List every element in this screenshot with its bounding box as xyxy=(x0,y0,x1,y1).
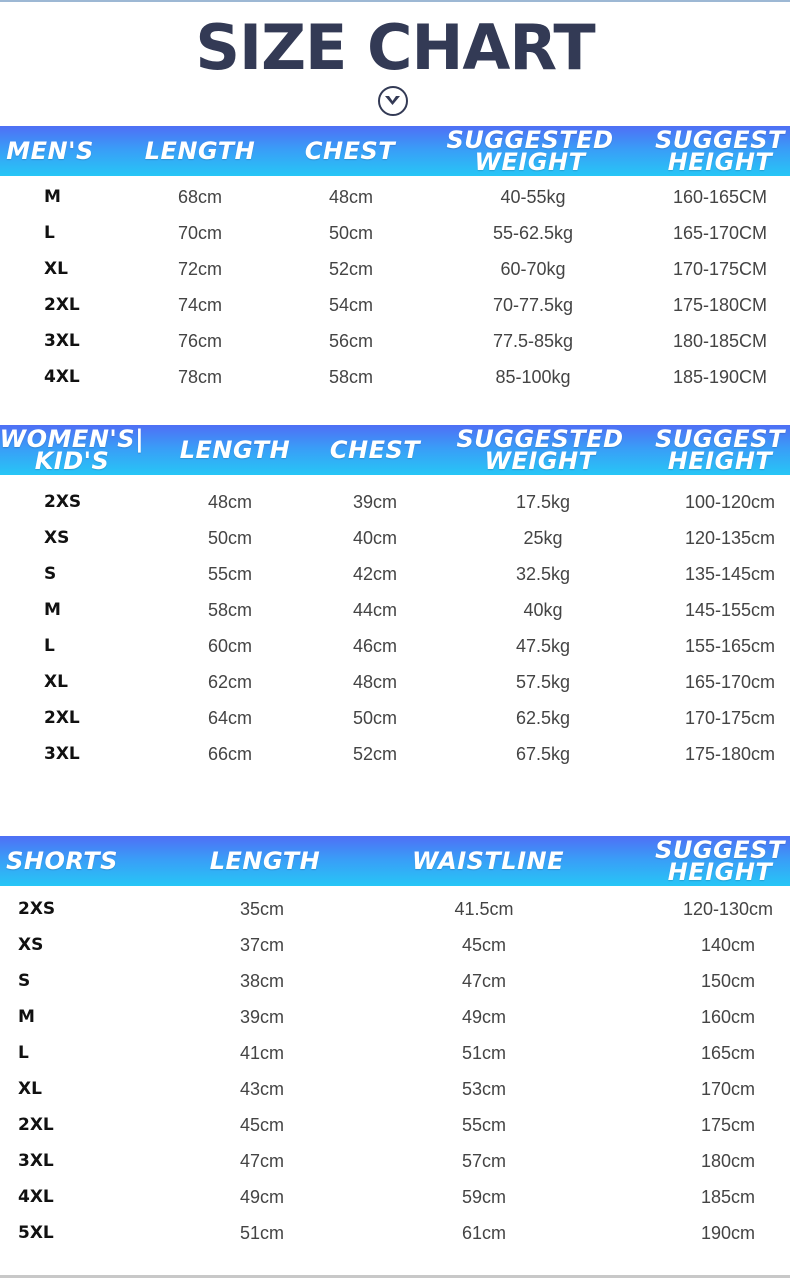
size-label: XL xyxy=(18,1079,42,1099)
table-cell: 53cm xyxy=(461,1079,506,1099)
table-cell: 190cm xyxy=(700,1223,756,1243)
size-label: L xyxy=(44,636,55,656)
table-cell: 17.5kg xyxy=(515,492,571,512)
table-row xyxy=(0,251,790,287)
table-cell: 55cm xyxy=(461,1115,506,1135)
table-cell: 54cm xyxy=(328,295,373,315)
size-label: XS xyxy=(44,528,70,548)
table-cell: 175-180cm xyxy=(684,744,776,764)
table-cell: 55cm xyxy=(207,564,252,584)
table-cell: 32.5kg xyxy=(515,564,571,584)
table-cell: 47cm xyxy=(239,1151,284,1171)
table-cell: 155-165cm xyxy=(684,636,776,656)
table-cell: 40kg xyxy=(523,600,563,620)
table-cell: 57cm xyxy=(461,1151,506,1171)
table-cell: 44cm xyxy=(352,600,397,620)
table-cell: 170cm xyxy=(700,1079,756,1099)
size-label: S xyxy=(18,971,31,991)
size-label: 5XL xyxy=(18,1223,54,1243)
womens-kids-header-4: SUGGEST HEIGHT xyxy=(655,425,785,475)
table-cell: 60-70kg xyxy=(500,259,566,279)
size-label: 3XL xyxy=(18,1151,54,1171)
table-cell: 41cm xyxy=(239,1043,284,1063)
size-label: XL xyxy=(44,672,68,692)
table-cell: 140cm xyxy=(700,935,756,955)
table-cell: 58cm xyxy=(207,600,252,620)
table-cell: 120-130cm xyxy=(682,899,774,919)
table-cell: 68cm xyxy=(177,187,222,207)
table-cell: 85-100kg xyxy=(495,367,571,387)
table-cell: 77.5-85kg xyxy=(492,331,574,351)
table-cell: 52cm xyxy=(352,744,397,764)
table-cell: 50cm xyxy=(352,708,397,728)
table-row xyxy=(0,891,790,927)
table-row xyxy=(0,1143,790,1179)
table-row xyxy=(0,287,790,323)
table-cell: 150cm xyxy=(700,971,756,991)
chevron-down-circle-icon xyxy=(378,86,408,116)
table-cell: 38cm xyxy=(239,971,284,991)
table-cell: 70-77.5kg xyxy=(492,295,574,315)
table-cell: 64cm xyxy=(207,708,252,728)
table-cell: 160-165CM xyxy=(672,187,768,207)
table-row xyxy=(0,927,790,963)
table-cell: 48cm xyxy=(328,187,373,207)
womens-kids-header-0: WOMEN'S| KID'S xyxy=(0,425,145,475)
table-cell: 165cm xyxy=(700,1043,756,1063)
table-cell: 67.5kg xyxy=(515,744,571,764)
size-label: 2XS xyxy=(18,899,56,919)
table-cell: 74cm xyxy=(177,295,222,315)
size-label: 2XS xyxy=(44,492,82,512)
table-cell: 170-175cm xyxy=(684,708,776,728)
table-cell: 25kg xyxy=(523,528,563,548)
womens-kids-header-2: CHEST xyxy=(329,436,421,464)
size-label: 2XL xyxy=(44,295,80,315)
table-cell: 56cm xyxy=(328,331,373,351)
table-row xyxy=(0,359,790,395)
table-row xyxy=(0,700,790,736)
size-label: L xyxy=(18,1043,29,1063)
table-cell: 57.5kg xyxy=(515,672,571,692)
table-row xyxy=(0,179,790,215)
size-label: XS xyxy=(18,935,44,955)
table-cell: 46cm xyxy=(352,636,397,656)
table-cell: 45cm xyxy=(239,1115,284,1135)
shorts-header-2: WAISTLINE xyxy=(412,847,564,875)
table-cell: 40-55kg xyxy=(500,187,566,207)
table-row xyxy=(0,592,790,628)
table-row xyxy=(0,520,790,556)
size-label: 2XL xyxy=(18,1115,54,1135)
table-cell: 165-170CM xyxy=(672,223,768,243)
mens-header-0: MEN'S xyxy=(6,137,94,165)
size-label: 3XL xyxy=(44,331,80,351)
table-cell: 62cm xyxy=(207,672,252,692)
table-row xyxy=(0,1107,790,1143)
table-row xyxy=(0,736,790,772)
mens-header-2: CHEST xyxy=(304,137,396,165)
size-label: S xyxy=(44,564,57,584)
womens-kids-header-3: SUGGESTED WEIGHT xyxy=(456,425,624,475)
size-label: 4XL xyxy=(18,1187,54,1207)
table-cell: 120-135cm xyxy=(684,528,776,548)
table-cell: 185cm xyxy=(700,1187,756,1207)
table-cell: 48cm xyxy=(352,672,397,692)
mens-header-4: SUGGEST HEIGHT xyxy=(655,126,785,176)
table-row xyxy=(0,1215,790,1251)
table-row xyxy=(0,628,790,664)
table-cell: 51cm xyxy=(461,1043,506,1063)
table-cell: 37cm xyxy=(239,935,284,955)
table-cell: 160cm xyxy=(700,1007,756,1027)
table-cell: 170-175CM xyxy=(672,259,768,279)
table-cell: 59cm xyxy=(461,1187,506,1207)
table-cell: 48cm xyxy=(207,492,252,512)
table-row xyxy=(0,1179,790,1215)
size-label: XL xyxy=(44,259,68,279)
table-cell: 78cm xyxy=(177,367,222,387)
table-row xyxy=(0,999,790,1035)
table-cell: 39cm xyxy=(239,1007,284,1027)
table-row xyxy=(0,664,790,700)
table-cell: 145-155cm xyxy=(684,600,776,620)
size-label: 4XL xyxy=(44,367,80,387)
size-label: M xyxy=(18,1007,35,1027)
table-cell: 62.5kg xyxy=(515,708,571,728)
table-cell: 42cm xyxy=(352,564,397,584)
top-divider xyxy=(0,0,790,2)
table-cell: 61cm xyxy=(461,1223,506,1243)
table-cell: 180-185CM xyxy=(672,331,768,351)
mens-header-3: SUGGESTED WEIGHT xyxy=(446,126,614,176)
table-row xyxy=(0,1035,790,1071)
table-cell: 55-62.5kg xyxy=(492,223,574,243)
table-cell: 45cm xyxy=(461,935,506,955)
table-row xyxy=(0,556,790,592)
size-label: 2XL xyxy=(44,708,80,728)
table-row xyxy=(0,1071,790,1107)
table-cell: 180cm xyxy=(700,1151,756,1171)
table-cell: 72cm xyxy=(177,259,222,279)
size-label: L xyxy=(44,223,55,243)
table-cell: 40cm xyxy=(352,528,397,548)
table-cell: 50cm xyxy=(207,528,252,548)
table-cell: 60cm xyxy=(207,636,252,656)
table-cell: 50cm xyxy=(328,223,373,243)
table-cell: 49cm xyxy=(239,1187,284,1207)
size-label: 3XL xyxy=(44,744,80,764)
womens-kids-header-1: LENGTH xyxy=(179,436,291,464)
table-cell: 35cm xyxy=(239,899,284,919)
shorts-header-0: SHORTS xyxy=(6,847,118,875)
table-row xyxy=(0,963,790,999)
table-cell: 135-145cm xyxy=(684,564,776,584)
shorts-header-1: LENGTH xyxy=(209,847,321,875)
table-cell: 43cm xyxy=(239,1079,284,1099)
table-cell: 70cm xyxy=(177,223,222,243)
table-row xyxy=(0,484,790,520)
table-cell: 76cm xyxy=(177,331,222,351)
size-label: M xyxy=(44,600,61,620)
table-row xyxy=(0,215,790,251)
shorts-header-3: SUGGEST HEIGHT xyxy=(655,836,785,886)
table-cell: 58cm xyxy=(328,367,373,387)
table-cell: 49cm xyxy=(461,1007,506,1027)
table-cell: 175-180CM xyxy=(672,295,768,315)
table-cell: 185-190CM xyxy=(672,367,768,387)
table-cell: 100-120cm xyxy=(684,492,776,512)
mens-header-1: LENGTH xyxy=(144,137,256,165)
table-cell: 66cm xyxy=(207,744,252,764)
size-label: M xyxy=(44,187,61,207)
table-cell: 39cm xyxy=(352,492,397,512)
table-cell: 52cm xyxy=(328,259,373,279)
table-cell: 175cm xyxy=(700,1115,756,1135)
table-row xyxy=(0,323,790,359)
table-cell: 165-170cm xyxy=(684,672,776,692)
table-cell: 51cm xyxy=(239,1223,284,1243)
table-cell: 41.5cm xyxy=(454,899,514,919)
table-cell: 47cm xyxy=(461,971,506,991)
page-title: SIZE CHART xyxy=(195,11,595,84)
table-cell: 47.5kg xyxy=(515,636,571,656)
